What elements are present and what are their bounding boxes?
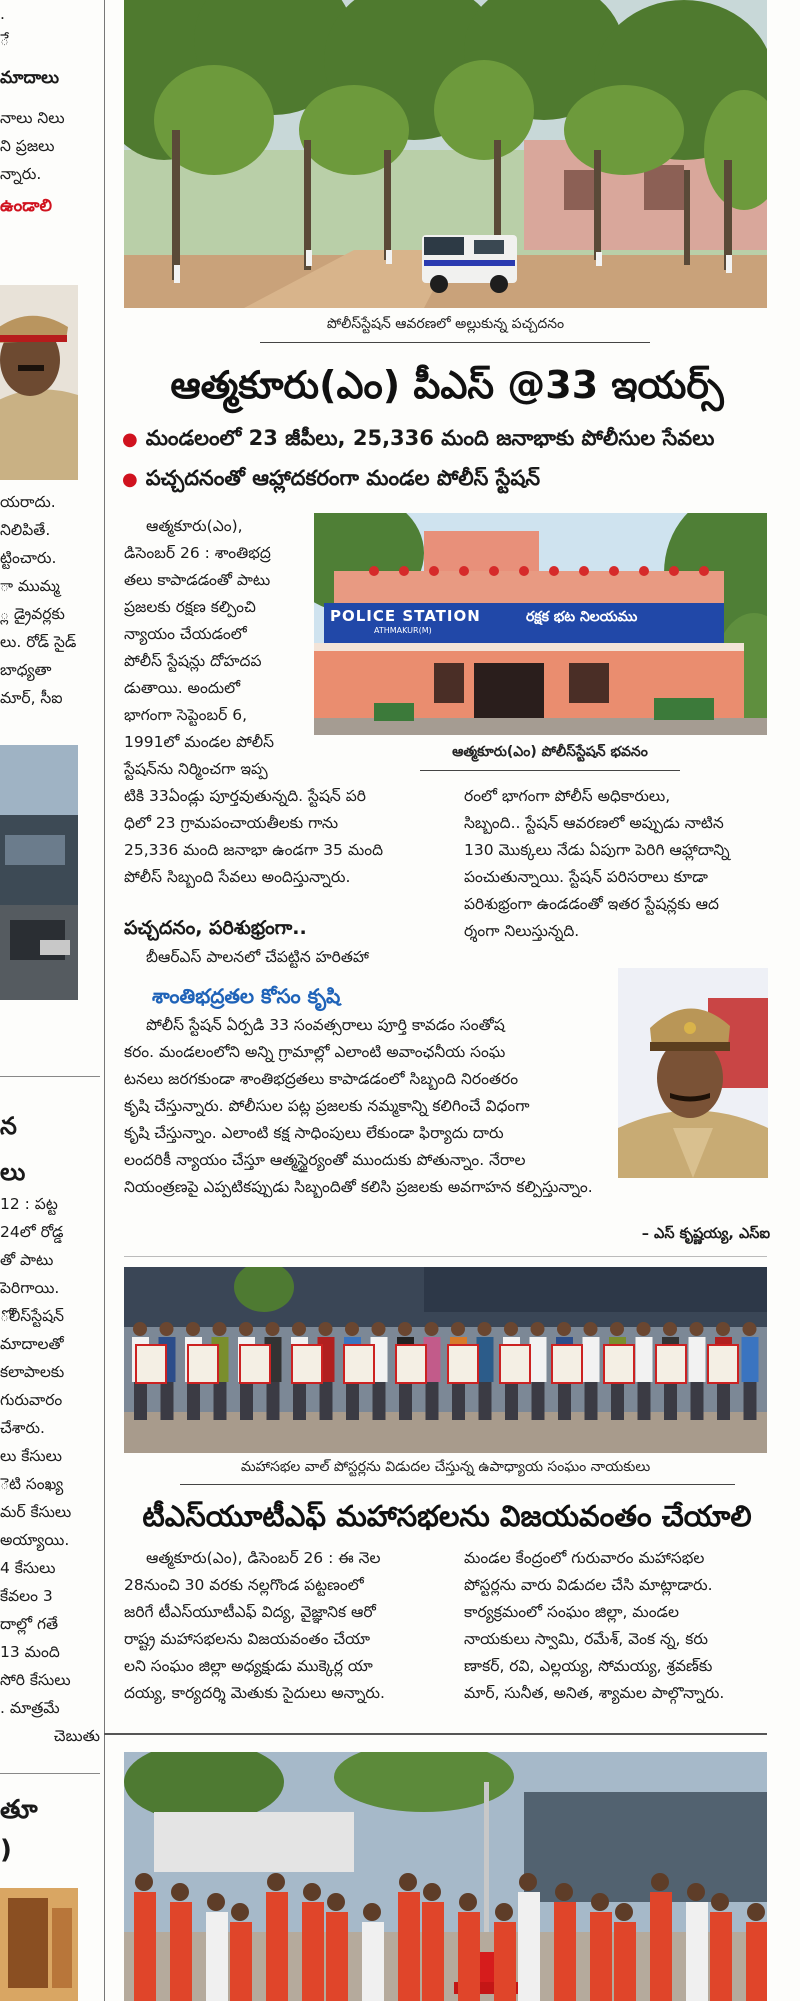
bullet-item: ● మండలంలో 23 జీపీలు, 25,336 మంది జనాభాకు పోలీసుల సేవలు [122, 426, 715, 450]
story-separator [124, 1256, 767, 1257]
left-fragment: బాధ్యతా [0, 661, 52, 679]
quote-line: కృషి చేస్తున్నాం. ఎలాంటి కక్ష సాధింపులు లేకుండా ఫిర్యాదు దారు [124, 1124, 504, 1142]
story-line: డుతాయి. అందులో [124, 679, 241, 697]
left-fragment: మర్ కేసులు [0, 1503, 72, 1521]
left-fragment: ే [0, 31, 9, 49]
caption-underline [260, 342, 650, 343]
story-line: 25,336 మంది జనాభా ఉండగా 35 మంది [124, 841, 384, 859]
officer-portrait-left [0, 285, 78, 480]
left-fragment: 24లో రోడ్డ [0, 1223, 64, 1241]
story-line: పోలీస్ సిబ్బంది సేవలు అందిస్తున్నారు. [124, 868, 351, 886]
story-line: తలు కాపాడడంతో పాటు [124, 571, 271, 589]
story-line: దయ్య, కార్యదర్శి మెతుకు సైదులు అన్నారు. [124, 1684, 385, 1702]
utf-headline: టీఎస్‌యూటీఎఫ్ మహాసభలను విజయవంతం చేయాలి [142, 1499, 752, 1533]
left-fragment: . [0, 5, 5, 23]
story-line: లని సంఘం జిల్లా అధ్యక్షుడు ముక్కెర్ల యా [124, 1657, 373, 1675]
left-fragment: మార్, సీఐ [0, 689, 63, 707]
left-fragment: యరాదు. [0, 493, 56, 511]
left-fragment: చేశారు. [0, 1419, 45, 1437]
story-line: స్టేషన్‌ను నిర్మించగా ఇప్ప [124, 760, 268, 778]
utf-poster-photo [124, 1267, 767, 1453]
greenery-photo [124, 0, 767, 308]
police-station-caption: ఆత్మకూరు(ఎం) పోలీస్‌స్టేషన్ భవనం [452, 744, 648, 760]
headline-bullets [122, 422, 782, 496]
story-line: న్యాయం చేయడంలో [124, 625, 247, 643]
story-line: 1991లో మండల పోలీస్ [124, 733, 274, 751]
left-head-line: లు [0, 1158, 26, 1186]
left-fragment: ్ల డ్రైవర్లకు [0, 605, 65, 623]
left-separator-2 [0, 1773, 100, 1774]
si-signature: – ఎస్ కృష్ణయ్య, ఎస్‌ఐ [641, 1226, 770, 1242]
left-fragment: తో పాటు [0, 1251, 54, 1269]
column-divider [104, 0, 105, 2001]
story-line: నాయకులు స్వామి, రమేశ్, వెంక న్న, కరు [464, 1630, 708, 1648]
left-fragment: నాలు నిలు [0, 109, 65, 127]
left-fragment: లు కేసులు [0, 1447, 62, 1465]
story-line: పరిశుభ్రంగా ఉండడంతో ఇతర స్టేషన్లకు ఆద [464, 895, 719, 913]
story-line: ఆత్మకూరు(ఎం), డిసెంబర్ 26 : ఈ నెల [146, 1549, 381, 1567]
caption-underline [420, 770, 680, 771]
left-column-top [0, 0, 100, 220]
quote-line: పోలీస్ స్టేషన్ ఏర్పడి 33 సంవత్సరాలు పూర్తి కావడం సంతోష [146, 1016, 505, 1034]
quote-line: లందరికీ న్యాయం చేస్తూ ఆత్మస్థైర్యంతో ముందుకు పోతున్నాం. నేరాల [124, 1151, 526, 1169]
left-fragment: ెటి సంఖ్య [0, 1475, 64, 1493]
left-fragment: లు. రోడ్ సైడ్ [0, 633, 77, 651]
main-story-para2-right [464, 783, 774, 945]
left-fragment: 13 మంది [0, 1643, 60, 1661]
left-fragment: కలాపాలకు [0, 1363, 65, 1381]
caption-underline [180, 1484, 735, 1485]
left-fragment: 4 కేసులు [0, 1559, 56, 1577]
left-cropped-photo [0, 745, 78, 1000]
left-fragment: 12 : పట్ట [0, 1195, 58, 1213]
left-fragment: ోలీస్‌స్టేషన్ [0, 1307, 65, 1325]
main-story-para2-line: బీఆర్‌ఎస్ పాలనలో చేపట్టిన హరితహా [146, 948, 369, 966]
police-station-sign-te: రక్షక భట నిలయము [526, 609, 638, 625]
left-fragment: దాల్లో గతే [0, 1615, 59, 1633]
left-fragment: ని ప్రజలు [0, 137, 55, 155]
story-line: మండల కేంద్రంలో గురువారం మహాసభల [464, 1549, 705, 1567]
greenery-photo-caption: పోలీస్‌స్టేషన్ ఆవరణలో అల్లుకున్న పచ్చదనం [326, 316, 565, 332]
left-section-head [0, 1103, 100, 1195]
left-red-subhead: ఉండాలి [0, 196, 52, 216]
main-headline: ఆత్మకూరు(ఎం) పీఎస్ @33 ఇయర్స్ [170, 363, 724, 407]
story-line: 130 మొక్కలు నేడు ఏపుగా పెరిగి ఆహ్లాదాన్ని [464, 841, 730, 859]
story-line: 28నుంచి 30 వరకు నల్లగొండ పట్టణంలో [124, 1576, 364, 1594]
quote-line: కృషి చేస్తున్నారు. పోలీసుల పట్ల ప్రజలకు నమ్మకాన్ని కలిగించే విధంగా [124, 1097, 530, 1115]
left-fragment: మాదాలు [0, 68, 60, 88]
story-line: డిసెంబర్ 26 : శాంతిభద్ర [124, 544, 271, 562]
police-station-sign-en-sub: ATHMAKUR(M) [374, 626, 432, 635]
left-fragment: అయ్యాయి. [0, 1531, 70, 1549]
bullet-text: మండలంలో 23 జీపీలు, 25,336 మంది జనాభాకు పోలీసుల సేవలు [145, 426, 715, 450]
main-story-para1 [124, 513, 314, 783]
story-line: పోస్టర్లను వారు విడుదల చేసి మాట్లాడారు. [464, 1576, 713, 1594]
greenery-subhead: పచ్చదనం, పరిశుభ్రంగా.. [124, 917, 307, 939]
police-station-sign-en [330, 607, 481, 625]
story-line: రంలో భాగంగా పోలీస్ అధికారులు, [464, 787, 671, 805]
story-line: జరిగే టీఎస్‌యూటీఎఫ్ విద్య, వైజ్ఞానిక ఆరో [124, 1603, 376, 1621]
utf-story-left [124, 1545, 464, 1707]
police-station-photo [314, 513, 767, 735]
law-order-subhead: శాంతిభద్రతల కోసం కృషి [152, 984, 341, 1008]
main-story-para1-wide [124, 783, 464, 891]
story-line: సిబ్బంది.. స్టేషన్ ఆవరణలో అప్పుడు నాటిన [464, 814, 724, 832]
story-line: ప్రజలకు రక్షణ కల్పించి [124, 598, 256, 616]
story-line: పంచుతున్నాయి. స్టేషన్ పరిసరాలు కూడా [464, 868, 708, 886]
bullet-item: ● పచ్చదనంతో ఆహ్లాదకరంగా మండల పోలీస్ స్టేషన్ [122, 466, 541, 490]
crowd-photo [124, 1752, 767, 2001]
left-head-line: తూ [0, 1795, 38, 1825]
left-fragment: మాదాలతో [0, 1335, 64, 1353]
left-fragment: గురువారం [0, 1391, 63, 1409]
story-line: మార్, సునీత, అనిత, శ్యామల పాల్గొన్నారు. [464, 1684, 725, 1702]
quote-line: నియంత్రణపై ఎప్పటికప్పుడు సిబ్బందితో కలిసి ప్రజలకు అవగాహన కల్పిస్తున్నాం. [124, 1178, 593, 1196]
left-fragment: ా ముమ్మ [0, 577, 60, 595]
left-head-line: ) [0, 1835, 12, 1865]
left-column-low [0, 1190, 100, 1750]
quote-line: టనలు జరగకుండా శాంతిభద్రతలు కాపాడడంలో సిబ్బంది నిరంతరం [124, 1070, 519, 1088]
left-fragment: . మాత్రమే [0, 1699, 60, 1717]
si-quote [124, 1012, 764, 1201]
story-line: పోలీస్ స్టేషన్లు దోహదప [124, 652, 262, 670]
left-bottom-photo [0, 1888, 78, 2001]
sign-text-en: POLICE STATION [330, 607, 481, 625]
story-line: ర్శంగా నిలుస్తున్నది. [464, 922, 580, 940]
story-line: రాష్ట్ర మహాసభలను విజయవంతం చేయా [124, 1630, 371, 1648]
left-fragment: పెరిగాయి. [0, 1279, 60, 1297]
left-fragment: సోరి కేసులు [0, 1671, 71, 1689]
left-fragment: కేవలం 3 [0, 1587, 53, 1605]
left-column-mid [0, 488, 100, 712]
story-line: కార్యక్రమంలో సంఘం జిల్లా, మండల [464, 1603, 680, 1621]
left-fragment: న్నారు. [0, 165, 42, 183]
story-line: ధిలో 23 గ్రామపంచాయతీలకు గాను [124, 814, 339, 832]
bullet-text: పచ్చదనంతో ఆహ్లాదకరంగా మండల పోలీస్ స్టేషన్ [145, 466, 541, 490]
left-fragment: నిలిపితే. [0, 521, 51, 539]
story-line: టికి 33ఏండ్లు పూర్తవుతున్నది. స్టేషన్ పరి [124, 787, 366, 805]
utf-story-right [464, 1545, 774, 1707]
quote-line: కరం. మండలంలోని అన్ని గ్రామాల్లో ఎలాంటి అవాంఛనీయ సంఘ [124, 1043, 506, 1061]
utf-photo-caption: మహాసభల వాల్ పోస్టర్లను విడుదల చేస్తున్న ఉపాధ్యాయ సంఘం నాయకులు [240, 1459, 651, 1475]
left-bottom-head [0, 1790, 38, 1870]
left-head-line: న [0, 1112, 17, 1140]
left-fragment: ట్టించారు. [0, 549, 57, 567]
story-separator [104, 1733, 767, 1735]
left-separator [0, 1076, 100, 1077]
story-line: భాగంగా సెప్టెంబర్ 6, [124, 706, 248, 724]
left-fragment: చెబుతు [53, 1727, 100, 1745]
story-line: ఆత్మకూరు(ఎం), [146, 517, 243, 535]
story-line: ణాకర్, రవి, ఎల్లయ్య, సోమయ్య, శ్రవణ్‌కు [464, 1657, 713, 1675]
